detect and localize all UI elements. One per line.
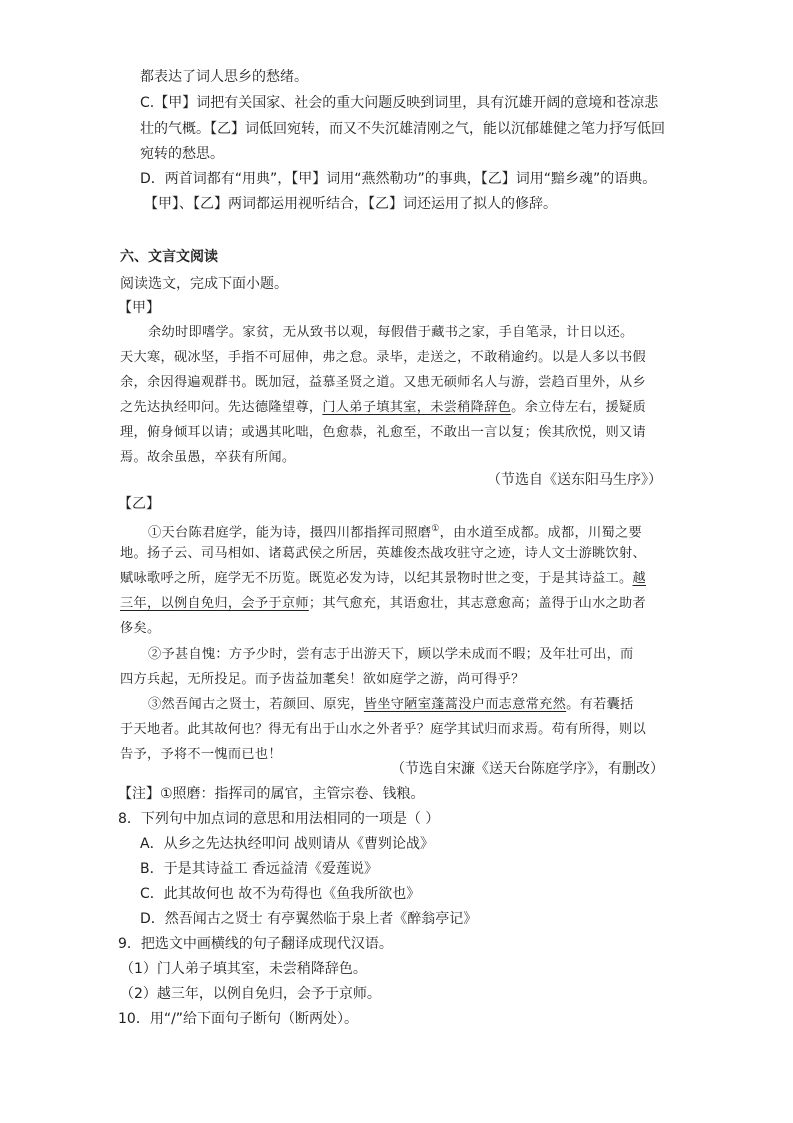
passage-yi-line [120, 593, 646, 615]
passage-yi-line [148, 694, 634, 716]
passage-text: ；其气愈充，其语愈壮，其志意愈高；盖得于山水之助者 [308, 596, 647, 611]
section-instruction: 阅读选文，完成下面小题。 [120, 276, 288, 292]
question-8-option-b: B．于是其诗益工 香远益清《爱莲说》 [140, 861, 379, 877]
question-9-sentence-2: （2）越三年，以例自免归，会予于京师。 [120, 986, 381, 1002]
question-8-option-a: A．从乡之先达执经叩问 战则请从《曹刿论战》 [140, 836, 435, 852]
question-8-stem: 8．下列句中加点词的意思和用法相同的一项是（ ） [118, 811, 440, 827]
passage-jia-source: （节选自《送东阳马生序》） [487, 472, 662, 488]
underlined-sentence-2-start: 越 [632, 571, 647, 586]
passage-yi-line: 侈矣。 [120, 621, 161, 636]
passage-jia-line [120, 397, 646, 419]
passage-jia-line: 余，余因得遍观群书。既加冠，益慕圣贤之道。又患无硕师名人与游，尝趋百里外，从乡 [120, 375, 647, 390]
passage-text: ③然吾闻古之贤士，若颜回、原宪， [148, 697, 364, 712]
passage-yi-line [120, 568, 646, 590]
passage-jia-line: 焉。故余虽愚，卒获有所闻。 [120, 450, 296, 465]
underlined-sentence-2: 三年，以例自免归，会予于京师 [120, 596, 309, 611]
question-8-option-d: D．然吾闻古之贤士 有亭翼然临于泉上者《醉翁亭记》 [140, 911, 478, 927]
passage-yi-source: （节选自宋濂《送天台陈庭学序》，有删改） [391, 761, 664, 777]
passage-yi-line [148, 518, 642, 544]
question-8-option-c: C．此其故何也 故不为苟得也《鱼我所欲也》 [140, 886, 421, 902]
passage-jia-line: 天大寒，砚冰坚，手指不可屈伸，弗之怠。录毕，走送之，不敢稍逾约。以是人多以书假 [120, 350, 647, 365]
section-title: 六、文言文阅读 [120, 249, 218, 265]
passage-text: 。余立侍左右，援疑质 [511, 400, 647, 415]
passage-text: ①天台陈君庭学，能为诗，摄四川都指挥司照磨 [148, 525, 432, 541]
option-b-continuation: 都表达了词人思乡的愁绪。 [140, 69, 308, 85]
passage-text: 。有若囊括 [566, 697, 634, 712]
passage-yi-label: 【乙】 [118, 496, 160, 512]
passage-jia-line: 理，俯身倾耳以请；或遇其叱咄，色愈恭，礼愈至，不敢出一言以复；俟其欣悦，则又请 [120, 425, 647, 440]
passage-yi-line: ②予甚自愧：方予少时，尝有志于出游天下，顾以学未成而不暇；及年壮可出，而 [148, 647, 634, 662]
option-c-line-3: 宛转的愁思。 [140, 146, 224, 162]
passage-jia-line: 余幼时即嗜学。家贫，无从致书以观，每假借于藏书之家，手自笔录，计日以还。 [148, 325, 634, 340]
question-9-stem: 9．把选文中画横线的句子翻译成现代汉语。 [118, 936, 393, 952]
passage-yi-line: 告予，予将不一愧而已也！ [120, 747, 282, 762]
passage-yi-line: 四方兵起，无所投足。而予齿益加耄矣！欲如庭学之游，尚可得乎？ [120, 672, 525, 687]
option-d-line-2: 【甲】、【乙】两词都运用视听结合，【乙】词还运用了拟人的修辞。 [144, 196, 557, 212]
passage-text: 之先达执经叩问。先达德隆望尊， [120, 400, 323, 415]
passage-text: ，由水道至成都。成都，川蜀之要 [439, 525, 642, 541]
option-c-line-1: C.【甲】词把有关国家、社会的重大问题反映到词里，具有沉雄开阔的意境和苍凉悲 [140, 95, 659, 111]
underlined-sentence-3: 皆坐守陋室蓬蒿没户而志意常充然 [363, 697, 567, 712]
option-d-line-1: D．两首词都有“用典”，【甲】词用“燕然勒功”的事典，【乙】词用“黯乡魂”的语典。 [140, 171, 657, 187]
passage-yi-line: 于天地者。此其故何也？得无有出于山水之外者乎？庭学其试归而求焉。苟有所得，则以 [120, 722, 647, 737]
footnote: 【注】①照磨：指挥司的属官，主管宗卷、钱粮。 [118, 786, 425, 802]
footnote-marker: ① [431, 524, 440, 534]
underlined-sentence-1: 门人弟子填其室，未尝稍降辞色 [322, 400, 512, 415]
passage-text: 赋咏歌呼之所，庭学无不历览。既览必发为诗，以纪其景物时世之变，于是其诗益工。 [120, 571, 633, 586]
passage-yi-line: 地。扬子云、司马相如、诸葛武侯之所居，英雄俊杰战攻驻守之迹，诗人文士游眺饮射、 [120, 546, 647, 561]
question-9-sentence-1: （1）门人弟子填其室，未尝稍降辞色。 [120, 961, 367, 977]
question-10-stem: 10．用“/”给下面句子断句（断两处）。 [118, 1011, 359, 1027]
passage-jia-label: 【甲】 [118, 300, 160, 316]
option-c-line-2: 壮的气概。【乙】词低回宛转，而又不失沉雄清刚之气，能以沉郁雄健之笔力抒写低回 [140, 121, 665, 137]
